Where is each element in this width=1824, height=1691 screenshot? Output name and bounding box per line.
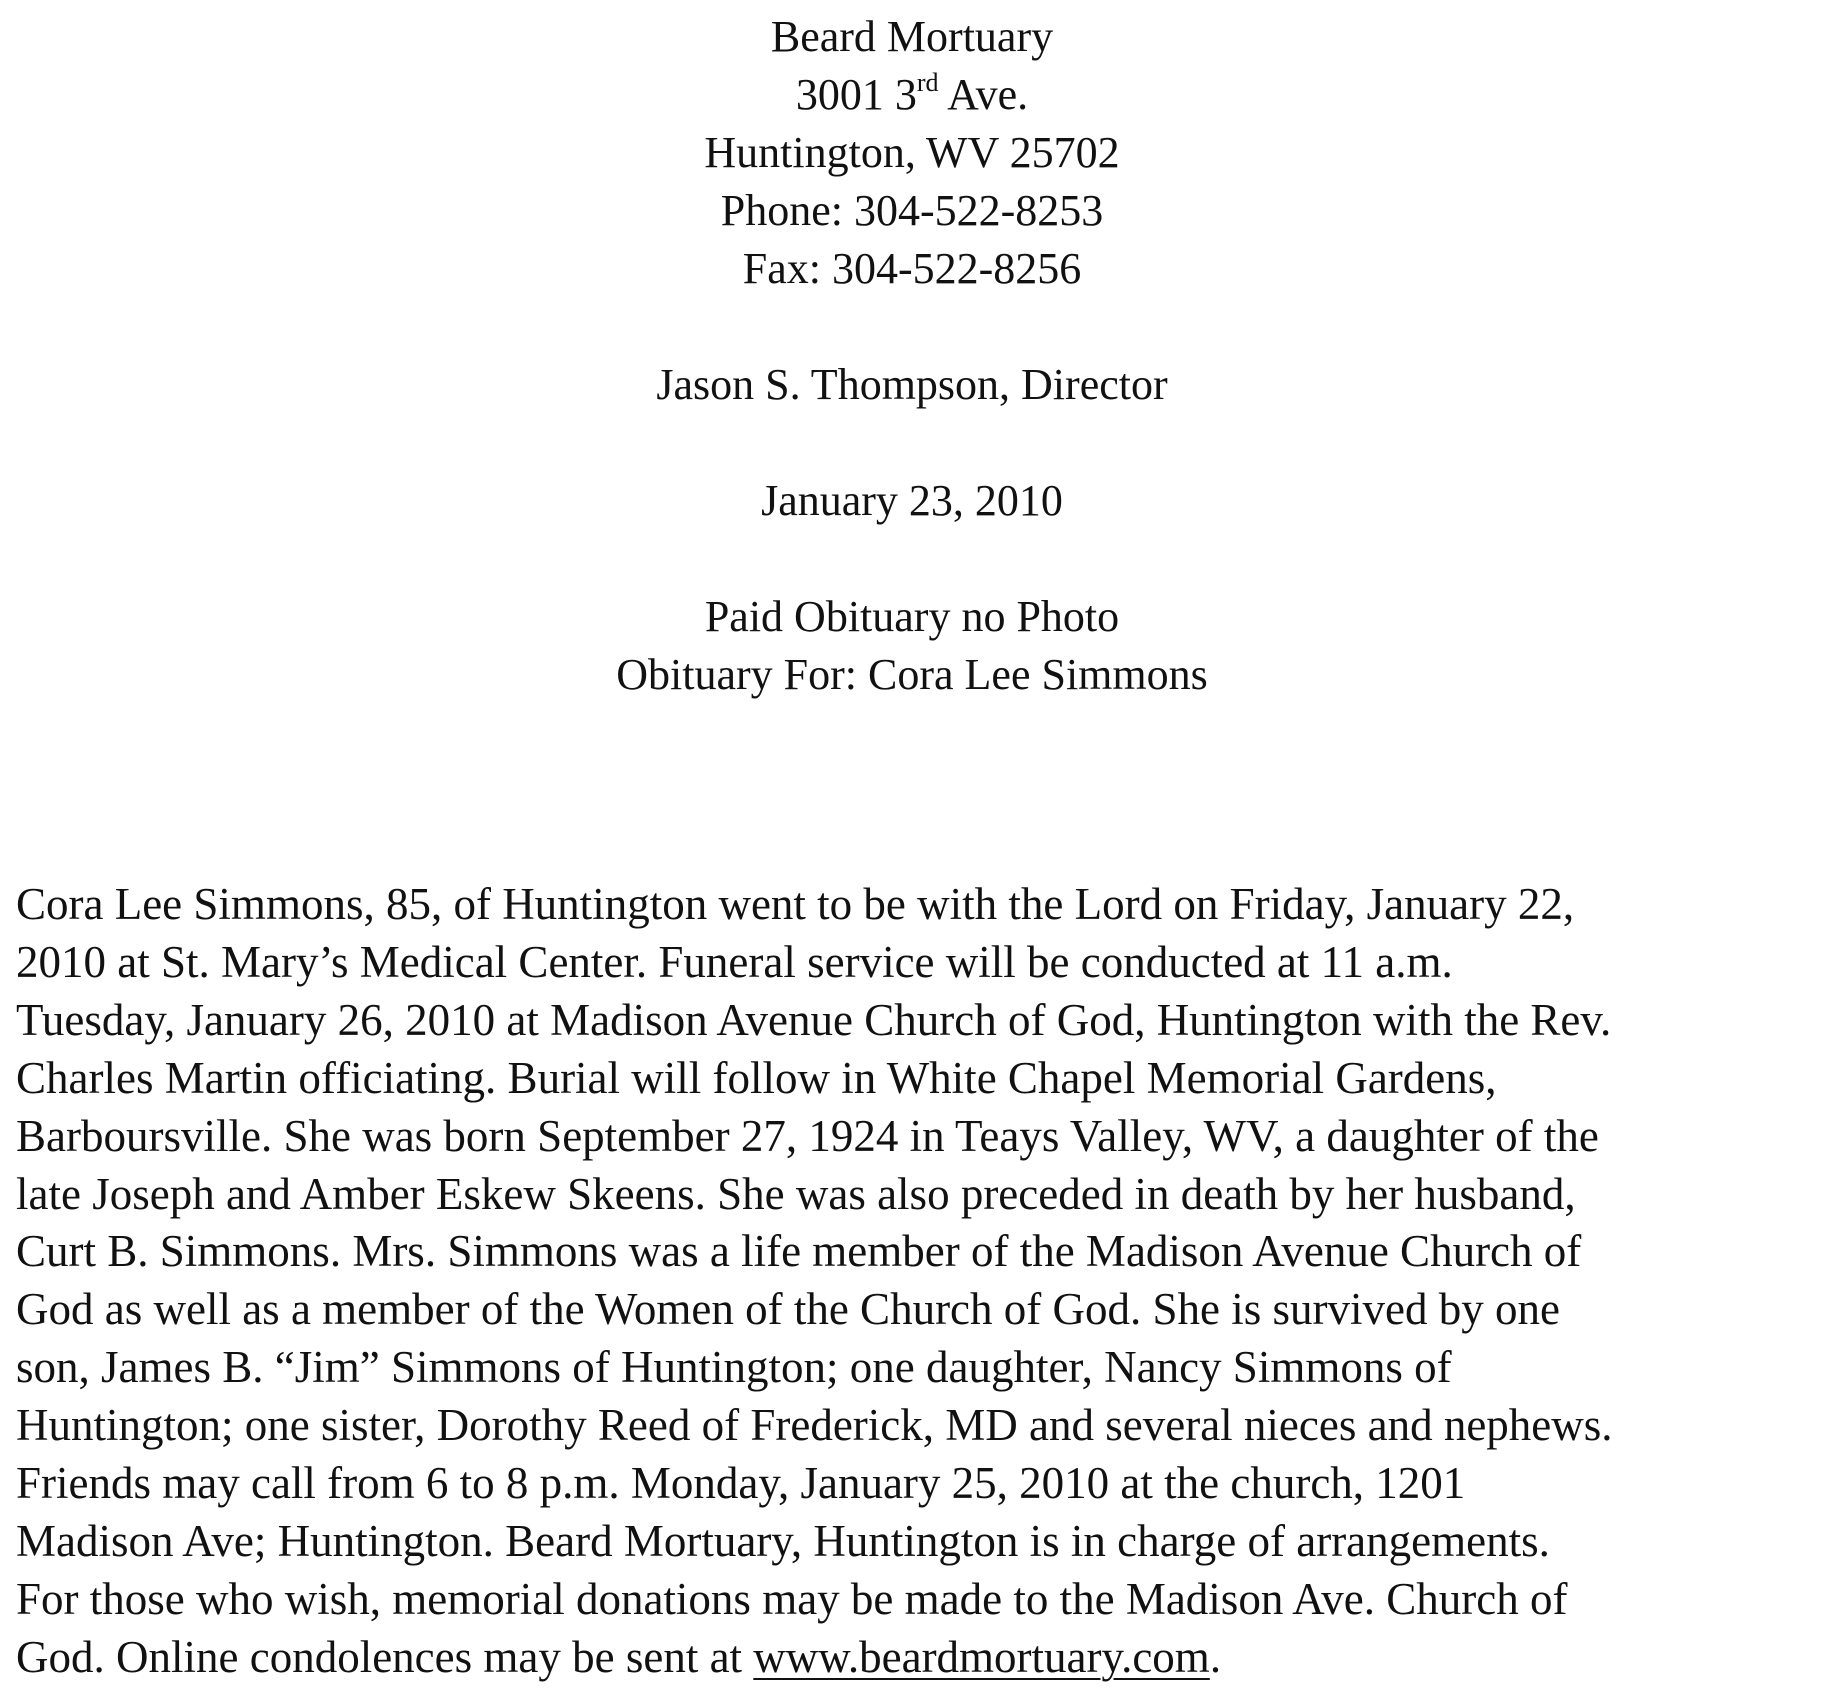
phone-number: Phone: 304-522-8253 [720,186,1104,235]
street-address [0,66,1824,124]
address-number: 3001 3 [795,70,917,119]
obituary-line: Barboursville. She was born September 27, 1924 in Teays Valley, WV, a daughter of the [16,1110,1599,1161]
city-state-zip: Huntington, WV 25702 [704,128,1120,177]
obituary-line: Huntington; one sister, Dorothy Reed of Frederick, MD and several nieces and nephews. [16,1400,1613,1451]
obituary-for: Obituary For: Cora Lee Simmons [616,650,1208,699]
obituary-body [16,876,1816,1687]
obituary-line: 2010 at St. Mary’s Medical Center. Funeral service will be conducted at 11 a.m. [16,936,1453,987]
fax-number: Fax: 304-522-8256 [742,244,1082,293]
notice-type: Paid Obituary no Photo [704,592,1120,641]
letter-date: January 23, 2010 [761,476,1063,525]
address-suffix: rd [916,68,939,97]
director-name: Jason S. Thompson, Director [656,360,1168,409]
obituary-line: For those who wish, memorial donations may be made to the Madison Ave. Church of [16,1573,1568,1624]
company-name: Beard Mortuary [770,12,1054,61]
obituary-line: late Joseph and Amber Eskew Skeens. She was also preceded in death by her husband, [16,1168,1576,1219]
obituary-line: Friends may call from 6 to 8 p.m. Monday, January 25, 2010 at the church, 1201 [16,1458,1466,1509]
obituary-line: son, James B. “Jim” Simmons of Huntington; one daughter, Nancy Simmons of [16,1342,1452,1393]
address-street: Ave. [938,70,1029,119]
letterhead [0,8,1824,704]
obituary-last-line [16,1629,1816,1687]
obituary-line: Tuesday, January 26, 2010 at Madison Avenue Church of God, Huntington with the Rev. [16,994,1612,1045]
spacer [0,414,1824,472]
obituary-line: Cora Lee Simmons, 85, of Huntington went to be with the Lord on Friday, January 22, [16,879,1575,929]
spacer [0,298,1824,356]
website-link[interactable]: www.beardmortuary.com [753,1631,1210,1682]
obituary-line: God as well as a member of the Women of the Church of God. She is survived by one [16,1284,1560,1335]
last-line-suffix: . [1209,1631,1222,1682]
obituary-line: Charles Martin officiating. Burial will follow in White Chapel Memorial Gardens, [16,1052,1497,1103]
last-line-prefix: God. Online condolences may be sent at [16,1631,754,1682]
obituary-line: Curt B. Simmons. Mrs. Simmons was a life member of the Madison Avenue Church of [16,1226,1582,1277]
obituary-line: Madison Ave; Huntington. Beard Mortuary, Huntington is in charge of arrangements. [16,1515,1550,1566]
spacer [0,530,1824,588]
